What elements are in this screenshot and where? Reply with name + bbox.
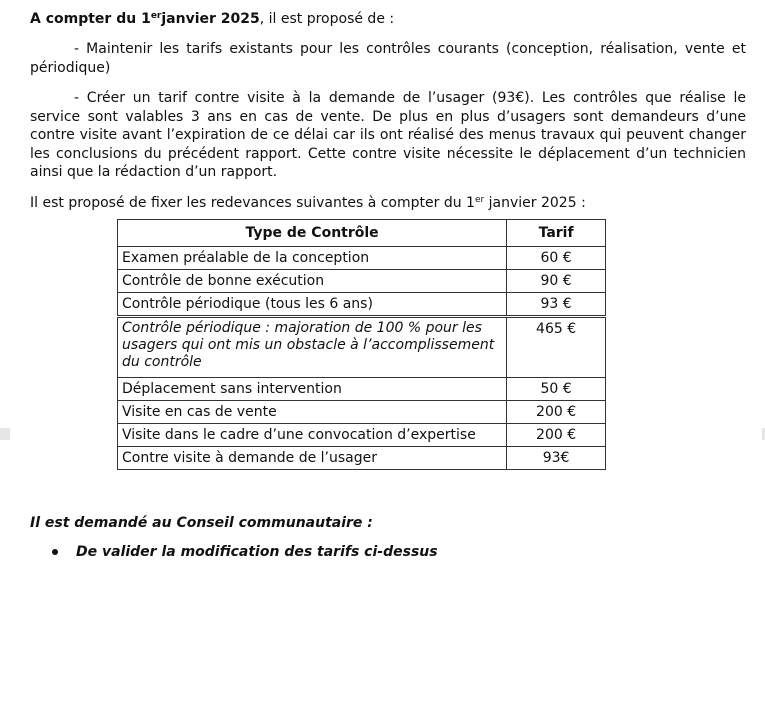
- heading-tail: , il est proposé de :: [259, 11, 395, 27]
- table-row: [118, 317, 606, 378]
- heading-date-prefix: A compter du 1: [30, 11, 151, 27]
- intro-heading: [30, 11, 394, 27]
- row-tarif: 60 €: [507, 247, 606, 270]
- table-row: [118, 247, 606, 270]
- fees-intro-text: Il est proposé de fixer les redevances suivantes à compter du 1: [30, 195, 475, 211]
- row-type: Contrôle périodique : majoration de 100 % pour les usagers qui ont mis un obstacle à l’accomplissement du contrôle: [118, 317, 507, 378]
- row-type: Visite dans le cadre d’une convocation d’expertise: [118, 424, 507, 447]
- heading-date: janvier 2025: [161, 11, 260, 27]
- table-row: [118, 424, 606, 447]
- table-row: [118, 270, 606, 293]
- row-type: Contrôle de bonne exécution: [118, 270, 507, 293]
- council-request-heading: Il est demandé au Conseil communautaire :: [30, 515, 373, 531]
- paragraph-maintain-tariffs: - Maintenir les tarifs existants pour les contrôles courants (conception, réalisation, vente et périodique): [30, 41, 746, 76]
- table-row: [118, 401, 606, 424]
- row-type: Visite en cas de vente: [118, 401, 507, 424]
- row-type: Contre visite à demande de l’usager: [118, 447, 507, 470]
- row-type: Déplacement sans intervention: [118, 378, 507, 401]
- header-type: Type de Contrôle: [118, 220, 507, 247]
- page-edge-marker-left: [0, 428, 10, 440]
- paragraph-create-tariff: - Créer un tarif contre visite à la demande de l’usager (93€). Les contrôles que réalise le service sont valables 3 ans en cas de vente. De plus en plus d’usagers sont demandeurs d’une contre visite avant l’expiration de ce délai car ils ont réalisé des menus travaux qui peuvent changer les conclusions du précédent rapport. Cette contre visite nécessite le déplacement d’un technicien ainsi que la rédaction d’un rapport.: [30, 90, 746, 180]
- row-tarif: 465 €: [507, 317, 606, 378]
- request-bullet-item: [52, 544, 438, 560]
- heading-date-sup: er: [150, 11, 162, 21]
- bullet-icon: [52, 549, 58, 555]
- table-header-row: [118, 220, 606, 247]
- request-bullet-text: De valider la modification des tarifs ci-dessus: [76, 544, 438, 560]
- row-tarif: 200 €: [507, 424, 606, 447]
- row-type: Examen préalable de la conception: [118, 247, 507, 270]
- table-row: [118, 447, 606, 470]
- paragraph-fees-intro: [30, 191, 746, 213]
- row-tarif: 50 €: [507, 378, 606, 401]
- table-row: [118, 378, 606, 401]
- fees-intro-tail: janvier 2025 :: [484, 195, 586, 211]
- row-tarif: 93 €: [507, 293, 606, 317]
- row-type: Contrôle périodique (tous les 6 ans): [118, 293, 507, 317]
- row-tarif: 90 €: [507, 270, 606, 293]
- table-row: [118, 293, 606, 317]
- header-tarif: Tarif: [507, 220, 606, 247]
- fees-intro-sup: er: [474, 195, 485, 205]
- tariff-table: [117, 219, 606, 470]
- row-tarif: 93€: [507, 447, 606, 470]
- row-tarif: 200 €: [507, 401, 606, 424]
